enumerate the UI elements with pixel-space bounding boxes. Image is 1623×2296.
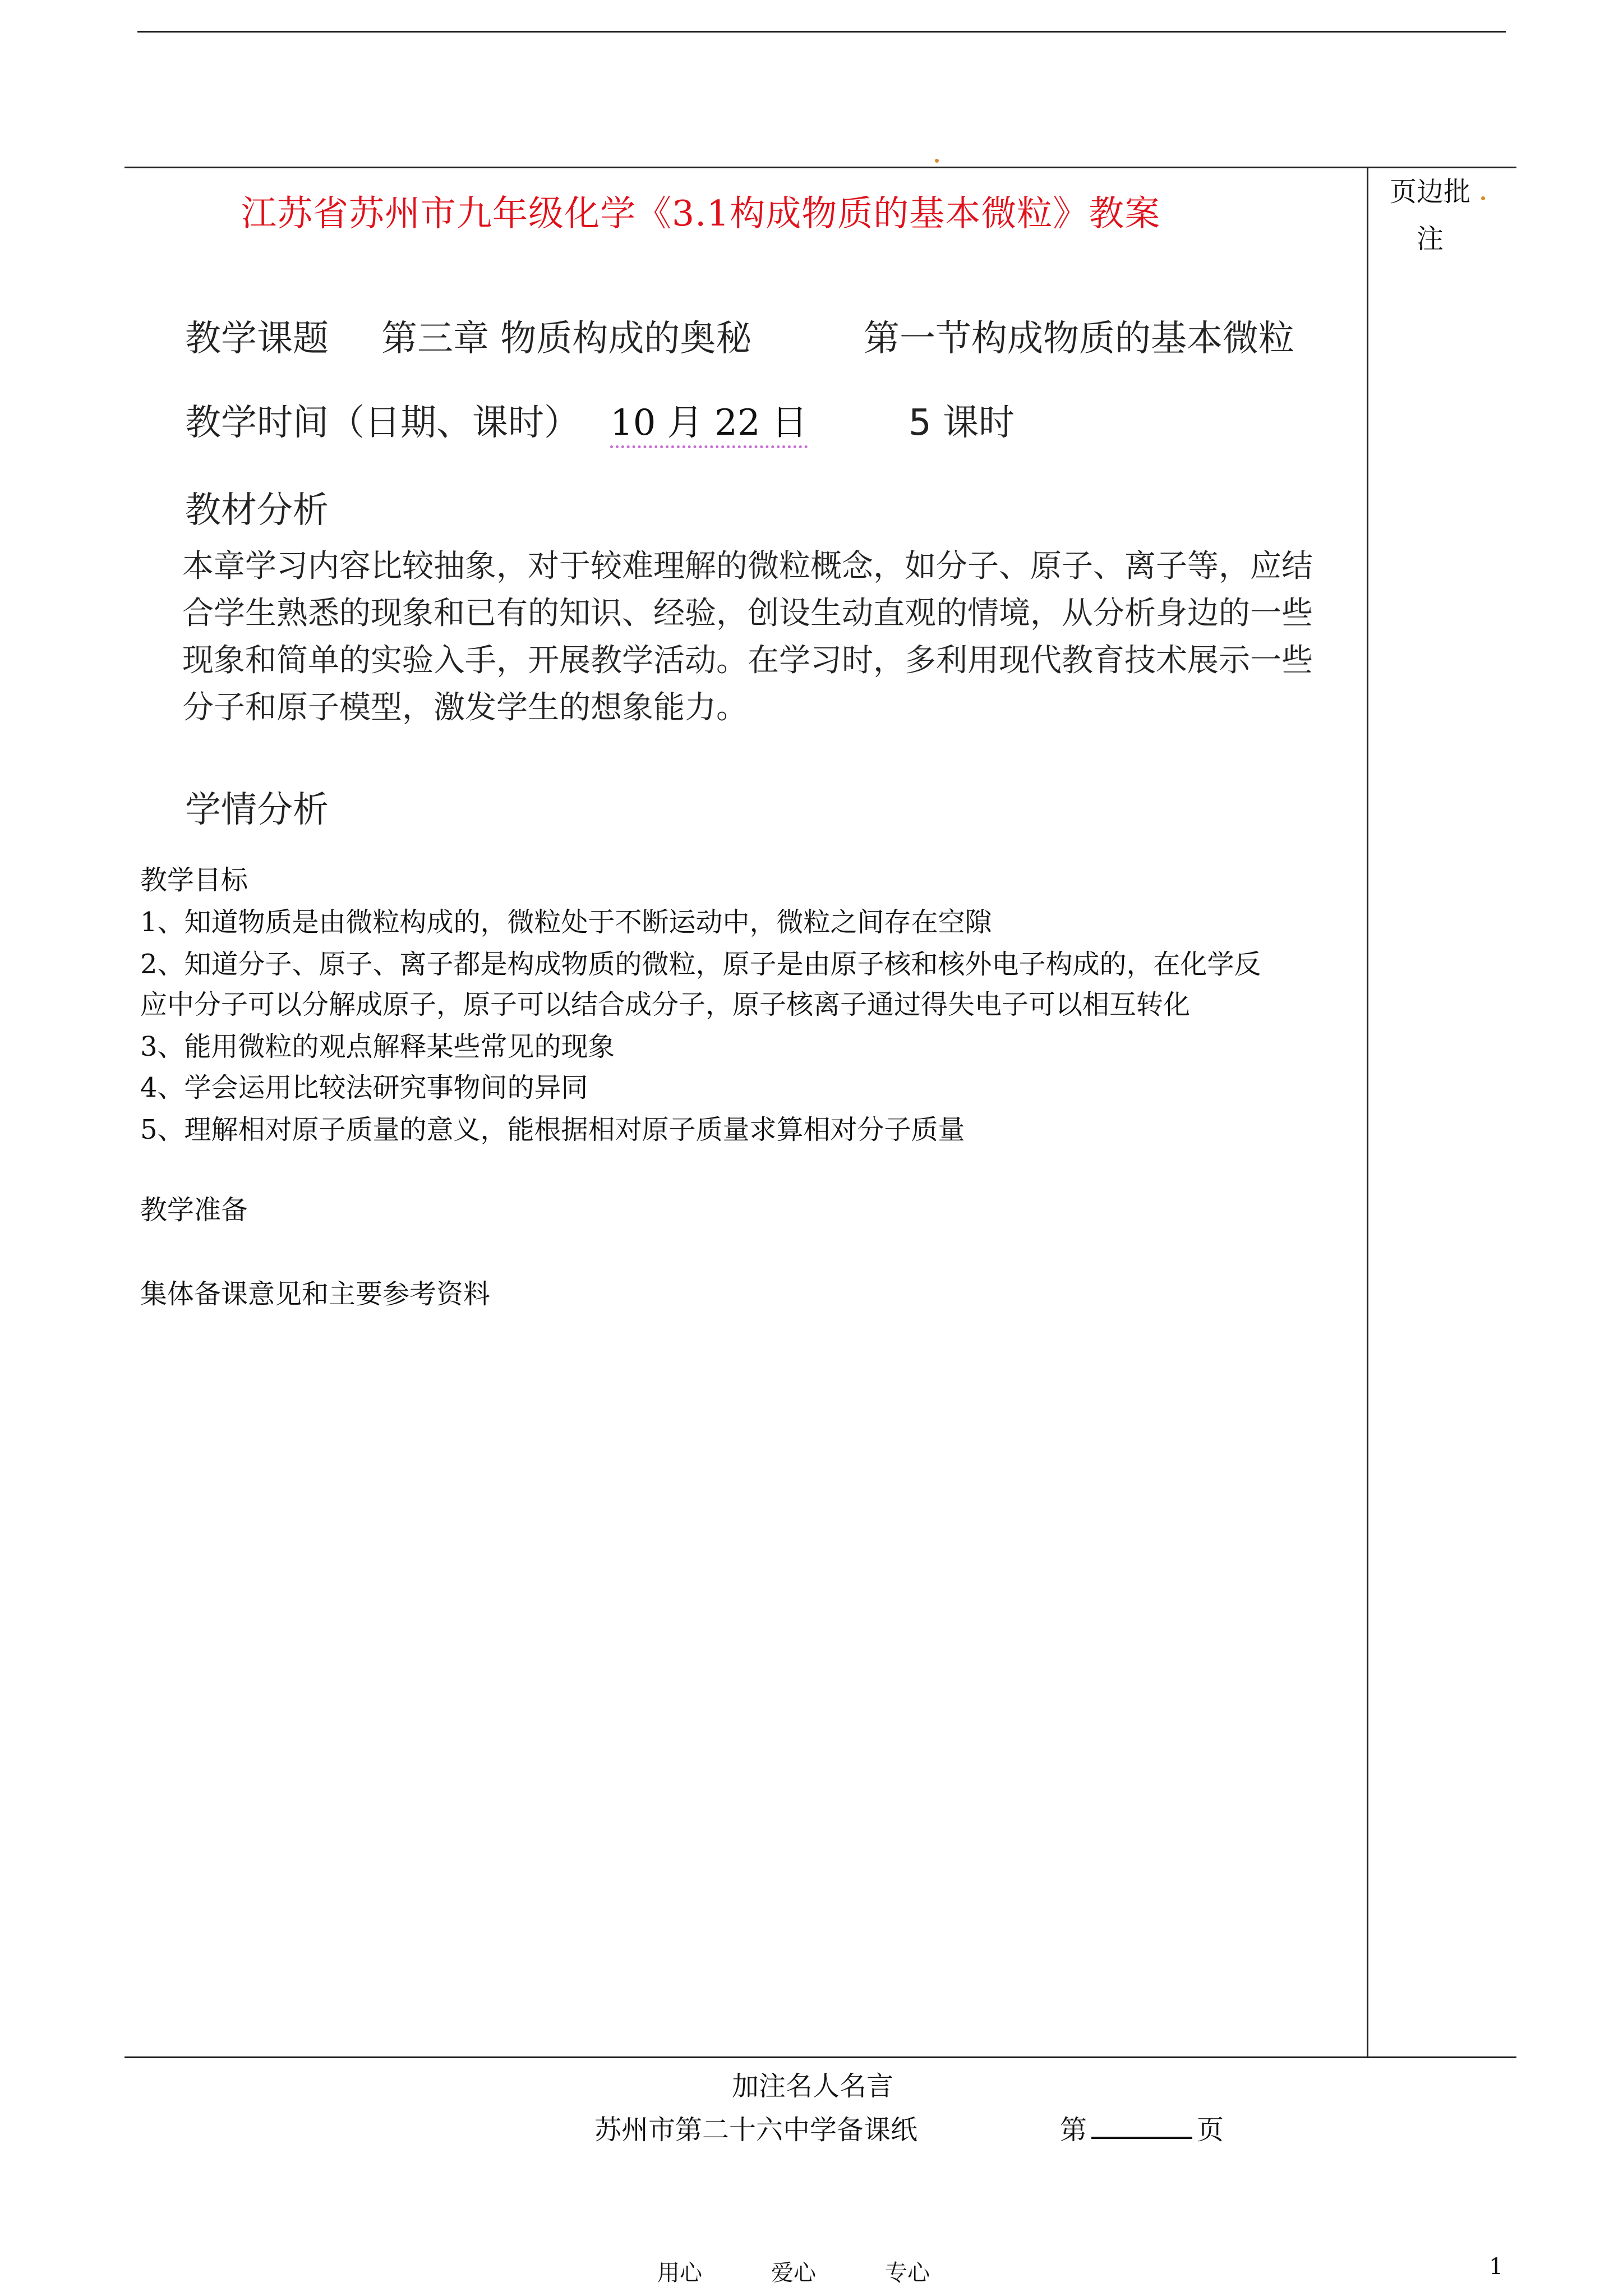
course-label: 教学课题 (185, 318, 329, 360)
chapter-title: 第三章 物质构成的奥秘 (381, 318, 752, 360)
objective-item: 应中分子可以分解成原子，原子可以结合成分子，原子核离子通过得失电子可以相互转化 (140, 989, 1191, 1020)
objective-item: 3、能用微粒的观点解释某些常见的现象 (140, 1031, 615, 1062)
motto-2: 爱心 (771, 2260, 816, 2286)
footer-page-field (1060, 2108, 1224, 2147)
lesson-date: 10 月 22 日 (610, 394, 808, 448)
objective-item: 5、理解相对原子质量的意义，能根据相对原子质量求算相对分子质量 (140, 1114, 965, 1145)
motto-1: 用心 (657, 2260, 702, 2286)
student-analysis-heading: 学情分析 (185, 789, 329, 831)
page-prefix: 第 (1060, 2114, 1087, 2146)
references-heading: 集体备课意见和主要参考资料 (140, 1278, 491, 1310)
preparation-heading: 教学准备 (140, 1194, 248, 1226)
decorative-dot (1481, 196, 1485, 200)
footer-quote: 加注名人名言 (732, 2070, 894, 2102)
lesson-periods: 5 课时 (909, 402, 1015, 444)
decorative-dot (935, 159, 939, 163)
table-top-border (125, 167, 1516, 168)
time-label: 教学时间（日期、课时） (185, 402, 580, 444)
objective-item: 1、知道物质是由微粒构成的，微粒处于不断运动中，微粒之间存在空隙 (140, 907, 992, 938)
top-rule (137, 31, 1506, 33)
objective-item: 4、学会运用比较法研究事物间的异同 (140, 1072, 588, 1103)
page-suffix: 页 (1197, 2114, 1224, 2146)
textbook-analysis-heading: 教材分析 (185, 490, 329, 531)
objective-item: 2、知道分子、原子、离子都是构成物质的微粒，原子是由原子核和核外电子构成的，在化学反 (140, 949, 1261, 980)
footer-school-paper: 苏州市第二十六中学备课纸 (594, 2114, 918, 2146)
textbook-analysis-text: 本章学习内容比较抽象，对于较难理解的微粒概念，如分子、原子、离子等，应结合学生熟悉的现象和已有的知识、经验，创设生动直观的情境，从分析身边的一些现象和简单的实验入手，开展教学活动。在学习时，多利用现代教育技术展示一些分子和原子模型，激发学生的想象能力。 (182, 548, 1313, 726)
document-title: 江苏省苏州市九年级化学《3.1构成物质的基本微粒》教案 (241, 193, 1161, 234)
page-number: 1 (1489, 2254, 1504, 2280)
page-blank (1091, 2114, 1192, 2139)
section-title: 第一节构成物质的基本微粒 (864, 318, 1294, 360)
margin-note-label: 页边批注 (1389, 176, 1470, 255)
margin-column-divider (1367, 167, 1368, 2058)
objectives-heading: 教学目标 (140, 864, 248, 896)
motto-3: 专心 (885, 2260, 930, 2286)
table-bottom-border (125, 2056, 1516, 2058)
